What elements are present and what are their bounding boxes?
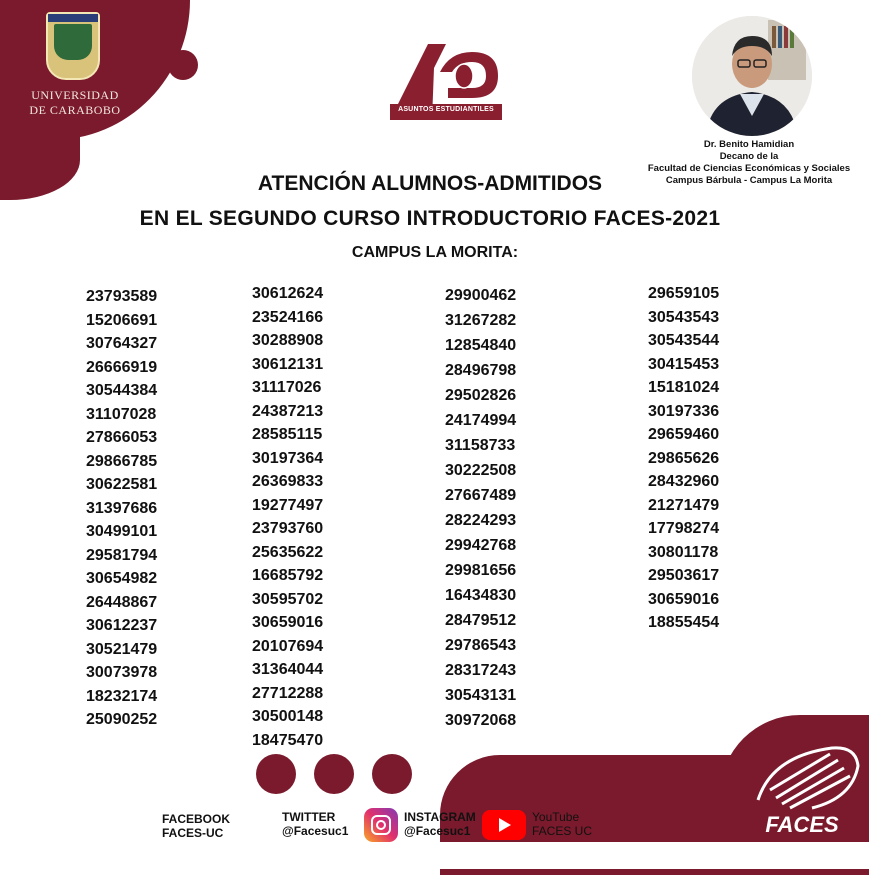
student-id: 26369833 xyxy=(252,473,324,490)
student-id: 28496798 xyxy=(445,362,517,379)
student-id: 30612131 xyxy=(252,355,324,373)
student-id: 28585115 xyxy=(252,426,323,443)
student-id: 30197364 xyxy=(252,449,324,467)
youtube-link[interactable]: YouTube FACES UC xyxy=(532,810,593,838)
dean-name: Dr. Benito Hamidian xyxy=(703,139,795,150)
faces-logo-icon xyxy=(752,738,862,814)
campus-label: CAMPUS LA MORITA: xyxy=(351,244,519,261)
student-id: 28432960 xyxy=(648,473,720,490)
student-id: 29866785 xyxy=(86,452,158,470)
university-crest-icon xyxy=(46,12,100,80)
student-id: 27667489 xyxy=(445,487,517,504)
student-id: 31158733 xyxy=(445,437,516,454)
student-id: 30073978 xyxy=(86,664,158,681)
student-id: 30197336 xyxy=(648,402,720,420)
student-id: 29900462 xyxy=(445,287,517,304)
student-id: 18232174 xyxy=(86,687,158,705)
student-id: 28317243 xyxy=(445,662,517,679)
student-id: 29502826 xyxy=(445,387,517,404)
student-id: 23793589 xyxy=(86,288,158,305)
student-id: 30972068 xyxy=(445,712,517,729)
asuntos-estudiantiles-label: ASUNTOS ESTUDIANTILES xyxy=(398,106,494,113)
student-id: 26448867 xyxy=(86,593,158,611)
dean-role: Decano de la xyxy=(719,151,779,162)
id-column-1 xyxy=(86,285,157,732)
student-id: 29581794 xyxy=(86,546,158,564)
student-id: 24387213 xyxy=(252,402,324,420)
student-id: 12854840 xyxy=(445,337,517,354)
student-id: 30622581 xyxy=(86,476,158,493)
decorative-dot xyxy=(168,50,198,80)
student-id: 30612624 xyxy=(252,285,324,302)
student-id: 18855454 xyxy=(648,614,720,631)
student-id: 30654982 xyxy=(86,570,158,587)
student-id: 19277497 xyxy=(252,496,324,514)
student-id: 30764327 xyxy=(86,335,158,352)
student-id: 30500148 xyxy=(252,708,324,725)
student-id: 16685792 xyxy=(252,567,324,584)
decorative-dot xyxy=(256,754,296,794)
student-id: 29865626 xyxy=(648,449,720,467)
instagram-icon[interactable] xyxy=(364,808,398,842)
student-id: 29942768 xyxy=(445,537,517,554)
student-id: 30801178 xyxy=(648,543,719,561)
student-id: 28224293 xyxy=(445,512,517,529)
footer-strip xyxy=(0,842,869,869)
faces-logo-label: FACES xyxy=(765,812,839,837)
student-id: 30543544 xyxy=(648,332,720,349)
dean-faculty: Facultad de Ciencias Económicas y Sociales xyxy=(647,163,851,174)
student-id: 27866053 xyxy=(86,429,158,446)
student-id: 30544384 xyxy=(86,382,158,399)
student-id: 18475470 xyxy=(252,731,324,749)
twitter-icon[interactable] xyxy=(240,806,276,842)
student-id: 31267282 xyxy=(445,312,517,329)
student-id: 30543131 xyxy=(445,687,517,704)
dean-photo xyxy=(692,16,812,136)
youtube-icon[interactable] xyxy=(482,810,526,840)
student-id: 16434830 xyxy=(445,587,517,604)
student-id: 15206691 xyxy=(86,311,158,329)
decorative-dot xyxy=(372,754,412,794)
student-id: 24174994 xyxy=(445,412,517,429)
student-id: 29659105 xyxy=(648,285,720,302)
student-id: 27712288 xyxy=(252,684,324,702)
student-id: 29503617 xyxy=(648,567,720,584)
student-id: 30543543 xyxy=(648,308,720,326)
student-id: 30612237 xyxy=(86,617,158,634)
student-id: 31397686 xyxy=(86,499,158,517)
facebook-icon[interactable]: f xyxy=(136,811,144,836)
student-id: 26666919 xyxy=(86,358,158,376)
student-id: 30659016 xyxy=(252,614,324,631)
student-id: 15181024 xyxy=(648,379,720,396)
student-id: 31107028 xyxy=(86,405,157,423)
student-id: 30415453 xyxy=(648,355,720,373)
student-id: 23793760 xyxy=(252,520,324,537)
student-id: 21271479 xyxy=(648,496,720,514)
left-decoration xyxy=(0,120,80,200)
student-id: 30659016 xyxy=(648,590,720,608)
id-column-2 xyxy=(252,282,323,752)
student-id: 29786543 xyxy=(445,637,517,654)
student-id: 31364044 xyxy=(252,661,324,678)
student-id: 30288908 xyxy=(252,332,324,349)
announcement-subtitle: EN EL SEGUNDO CURSO INTRODUCTORIO FACES-2021 xyxy=(139,207,721,230)
student-id: 20107694 xyxy=(252,637,324,655)
student-id: 28479512 xyxy=(445,612,517,629)
id-column-3 xyxy=(445,283,516,733)
facebook-link[interactable]: FACEBOOK FACES-UC xyxy=(162,812,231,840)
student-id: 25635622 xyxy=(252,543,324,561)
instagram-link[interactable]: INSTAGRAM @Facesuc1 xyxy=(404,810,476,838)
student-id: 30222508 xyxy=(445,462,517,479)
student-id: 30595702 xyxy=(252,590,324,608)
dean-campuses: Campus Bárbula - Campus La Morita xyxy=(665,175,833,186)
student-id: 29981656 xyxy=(445,562,517,579)
announcement-title: ATENCIÓN ALUMNOS-ADMITIDOS xyxy=(257,172,603,195)
student-id: 31117026 xyxy=(252,379,322,396)
student-id: 30521479 xyxy=(86,640,158,658)
twitter-link[interactable]: TWITTER @Facesuc1 xyxy=(282,810,349,838)
student-id: 17798274 xyxy=(648,520,720,537)
id-column-4 xyxy=(648,282,719,635)
decorative-dot xyxy=(314,754,354,794)
student-id: 25090252 xyxy=(86,711,158,728)
university-name: UNIVERSIDAD DE CARABOBO xyxy=(29,88,121,117)
student-id: 29659460 xyxy=(648,426,720,443)
student-id: 30499101 xyxy=(86,523,158,540)
student-id: 23524166 xyxy=(252,308,324,326)
